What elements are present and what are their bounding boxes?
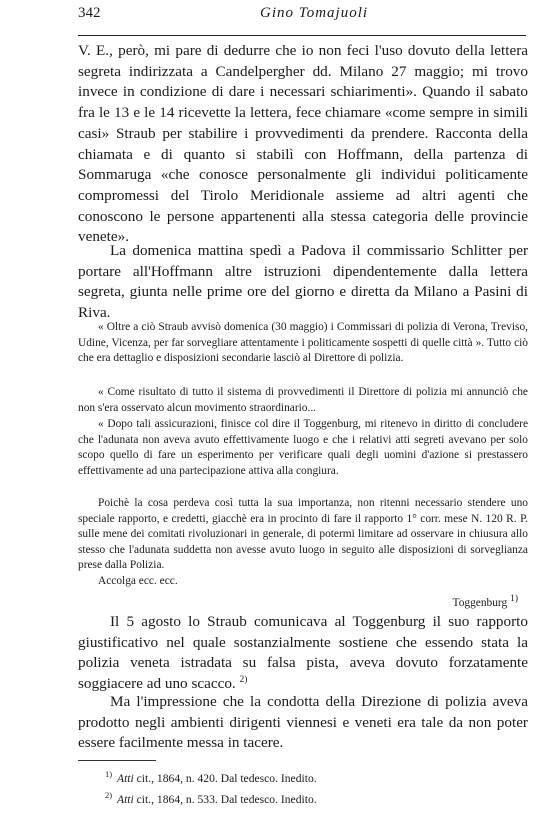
quote-paragraph-2 xyxy=(78,385,528,416)
paragraph-3 xyxy=(78,612,528,695)
paragraph-1 xyxy=(78,41,528,248)
quote-paragraph-3 xyxy=(78,417,528,479)
paragraph-3-text xyxy=(78,612,528,695)
footnotes xyxy=(105,766,317,808)
header-rule xyxy=(78,35,526,36)
running-title: Gino Tomajuoli xyxy=(260,5,369,21)
quote-paragraph-1-text: « Oltre a ciò Straub avvisò domenica (30 maggio) i Commissari di polizia di Verona, Treviso, Udine, Vicenza, per far sorvegliare attentamente i politicamente sospetti di quelle città ». Tutto ciò che era dettaglio e disposizioni secondarie lasciò al Direttore di polizia. xyxy=(78,321,528,364)
footnote-1-text: cit., 1864, n. 420. Dal tedesco. Inedito. xyxy=(133,771,317,785)
signature xyxy=(453,596,518,611)
signature-name: Toggenburg xyxy=(452,597,508,609)
footnote-1 xyxy=(105,766,317,787)
quote-paragraph-2-text: « Come risultato di tutto il sistema di provvedimenti il Direttore di polizia mi annunciò che non s'era osservato alcun movimento straordinario... xyxy=(78,386,528,414)
quote-paragraph-4 xyxy=(78,496,528,574)
quote-paragraph-4-text: Poichè la cosa perdeva così tutta la sua importanza, non ritenni necessario stendere uno speciale rapporto, e credetti, giacchè era in procinto di fare il rapporto 1° corr. mese N. 120 R. P. sulle mene dei comitati rivoluzionari in generale, di potermi limitare ad osservare in chiusura allo stesso che l'adunata suddetta non avesse avuto luogo in seguito alle disposizioni di sorveglianza prese dalla Polizia. xyxy=(78,497,528,571)
paragraph-3-footnote-ref: 2) xyxy=(239,675,248,686)
quote-paragraph-1 xyxy=(78,320,528,367)
signature-footnote-ref: 1) xyxy=(510,594,518,605)
quote-paragraph-3-text: « Dopo tali assicurazioni, finisce col dire il Toggenburg, mi ritenevo in diritto di concludere che l'adunata non aveva avuto effettivamente luogo e che i relativi atti segreti avevano per solo scopo quello di fare un esperimento per verificare quali degli uomini d'azione si prestassero effettivamente ad una partecipazione attiva alla congiura. xyxy=(78,418,528,477)
paragraph-1-text: V. E., però, mi pare di dedurre che io non feci l'uso dovuto della lettera segreta indirizzata a Candelpergher dd. Milano 27 maggio; mi trovo invece in condizione di dare i necessari schiarimenti». Quando il sabato fra le 13 e le 14 ricevette la lettera, fece chiamare «come sempre in simili casi» Straub per stabilire i provvedimenti da prendere. Racconta della chiamata e di quanto si stabilì con Hoffmann, della partenza di Sommaruga «che conosce personalmente gli individui politicamente compromessi del Tirolo Meridionale assieme ad altri agenti che conoscono le persone appartenenti alla stessa categoria delle provincie venete». xyxy=(78,42,528,246)
page-number: 342 xyxy=(78,5,101,21)
page-header xyxy=(78,2,522,26)
paragraph-2-text: La domenica mattina spedì a Padova il commissario Schlitter per portare all'Hoffmann altre istruzioni dipendentemente dalla lettera segreta, giunta nelle prime ore del giorno e diretta da Milano a Pasini di Riva. xyxy=(78,242,528,322)
footnote-2-marker: 2) xyxy=(105,789,113,800)
paragraph-2 xyxy=(78,241,528,324)
paragraph-4 xyxy=(78,692,528,754)
footnote-1-source: Atti xyxy=(117,771,134,785)
footnote-2-text: cit., 1864, n. 533. Dal tedesco. Inedito. xyxy=(133,792,317,806)
quote-closing xyxy=(78,574,528,590)
footnote-2-source: Atti xyxy=(117,792,134,806)
footnote-rule xyxy=(78,760,156,761)
quote-closing-text: Accolga ecc. ecc. xyxy=(98,575,178,587)
footnote-2 xyxy=(105,787,317,808)
paragraph-3-body: Il 5 agosto lo Straub comunicava al Toggenburg il suo rapporto giustificativo nel quale sostanzialmente sostiene che essendo stata la polizia veneta istradata su falsa pista, aveva dovuto forzatamente soggiacere ad uno scacco. xyxy=(78,613,528,693)
paragraph-4-text: Ma l'impressione che la condotta della Direzione di polizia aveva prodotto negli ambienti dirigenti viennesi e veneti era tale da non poter essere facilmente messa in tacere. xyxy=(78,693,528,752)
footnote-1-marker: 1) xyxy=(105,769,113,779)
